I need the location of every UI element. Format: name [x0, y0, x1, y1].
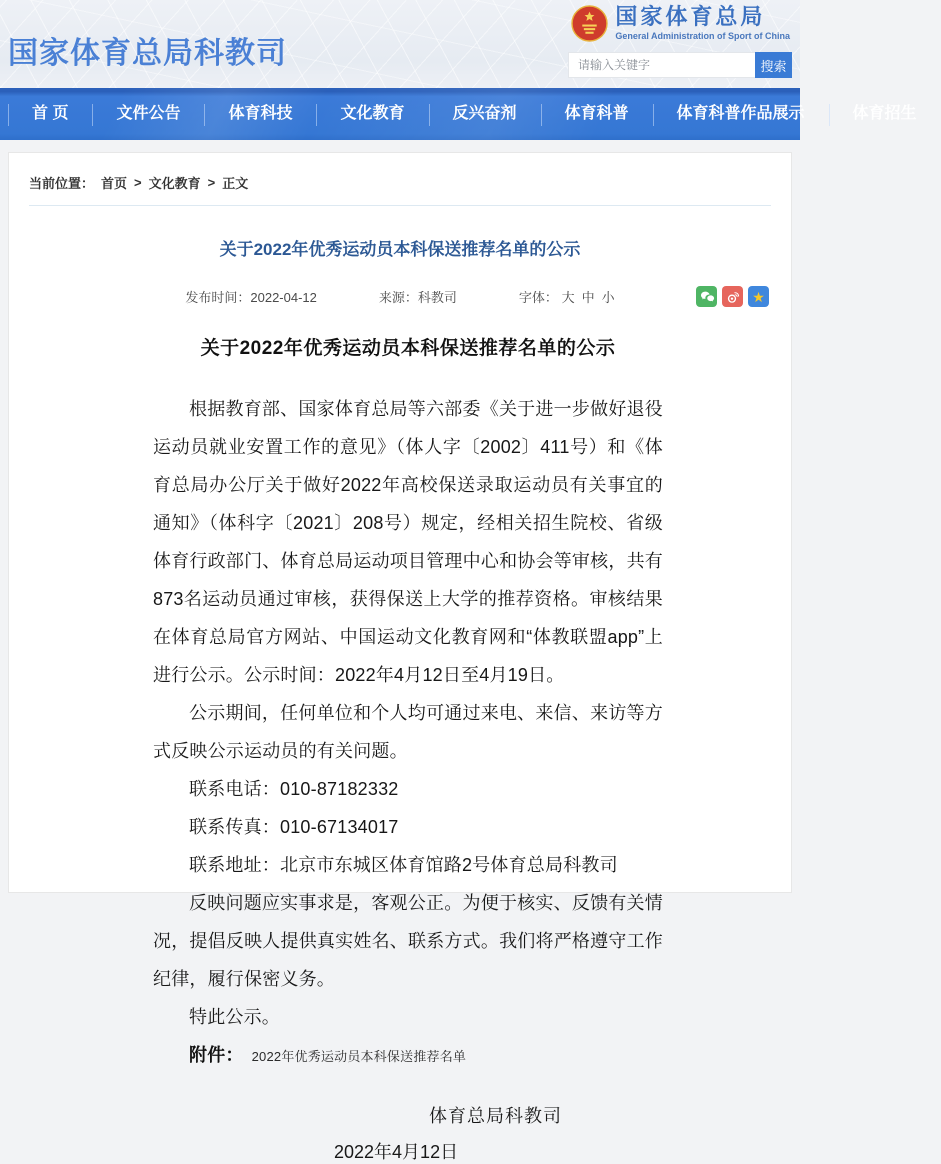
search-input[interactable]	[568, 52, 755, 78]
contact-address: 联系地址：北京市东城区体育馆路2号体育总局科教司	[189, 855, 618, 875]
contact-fax: 联系传真：010-67134017	[189, 817, 399, 837]
font-size-large[interactable]: 大	[561, 290, 575, 305]
signature-date: 2022年4月12日	[334, 1142, 459, 1162]
wechat-share-icon[interactable]	[696, 286, 717, 307]
breadcrumb-home[interactable]: 首页	[101, 176, 128, 191]
article-paragraph: 公示期间，任何单位和个人均可通过来电、来信、来访等方式反映公示运动员的有关问题。	[153, 703, 663, 761]
site-header	[0, 0, 800, 88]
nav-item-sports-science[interactable]: 体育科技	[204, 90, 316, 138]
nav-item-home[interactable]: 首 页	[8, 90, 92, 138]
font-size-small[interactable]: 小	[601, 290, 615, 305]
nav-item-announcements[interactable]: 文件公告	[92, 90, 204, 138]
search-button[interactable]: 搜索	[755, 52, 792, 78]
article-meta	[9, 287, 791, 309]
font-size-switcher	[519, 287, 615, 306]
nav-item-sports-popularization[interactable]: 体育科普	[541, 90, 653, 138]
main-nav	[0, 88, 917, 140]
nav-item-culture-education[interactable]: 文化教育	[316, 90, 428, 138]
org-logo-text	[615, 5, 790, 41]
breadcrumb-current: 正文	[222, 176, 249, 191]
publish-time-label: 发布时间：	[185, 290, 251, 305]
signature: 体育总局科教司	[429, 1106, 562, 1126]
contact-phone: 联系电话：010-87182332	[189, 779, 399, 799]
article-paragraph: 反映问题应实事求是，客观公正。为便于核实、反馈有关情况，提倡反映人提供真实姓名、联系方式。我们将严格遵守工作纪律，履行保密义务。	[153, 893, 663, 989]
breadcrumb-separator: >	[207, 175, 216, 190]
nav-item-anti-doping[interactable]: 反兴奋剂	[429, 90, 541, 138]
nav-item-popularization-works[interactable]: 体育科普作品展示	[653, 90, 829, 138]
article-paragraph: 特此公示。	[189, 1007, 280, 1027]
content-panel	[8, 152, 792, 1162]
breadcrumb-separator: >	[134, 175, 142, 190]
breadcrumb-divider	[29, 205, 771, 206]
article-body	[153, 333, 663, 1164]
org-name-cn: 国家体育总局	[615, 4, 766, 30]
source-value: 科教司	[417, 290, 457, 305]
breadcrumb-section[interactable]: 文化教育	[148, 176, 201, 191]
article-paragraph: 根据教育部、国家体育总局等六部委《关于进一步做好退役运动员就业安置工作的意见》（体人字〔2002〕411号）和《体育总局办公厅关于做好2022年高校保送录取运动员有关事宜的通知》（体科字〔2021〕208号）规定，经相关招生院校、省级体育行政部门、体育总局运动项目管理中心和协会等审核，共有873名运动员通过审核，获得保送上大学的推荐资格。审核结果在体育总局官方网站、中国运动文化教育网和“体教联盟app”上进行公示。公示时间：2022年4月12日至4月19日。	[153, 399, 663, 685]
attachment-row	[153, 1036, 663, 1076]
publish-time	[185, 287, 317, 306]
source	[379, 287, 457, 306]
breadcrumb	[9, 153, 791, 205]
org-name-en: General Administration of Sport of China	[615, 30, 790, 41]
attachment-link[interactable]: 2022年优秀运动员本科保送推荐名单	[251, 1049, 467, 1064]
breadcrumb-label: 当前位置：	[29, 176, 95, 191]
font-size-label: 字体：	[518, 290, 558, 305]
source-label: 来源：	[378, 290, 418, 305]
site-title: 国家体育总局科教司	[8, 37, 287, 70]
national-emblem-icon	[571, 5, 608, 42]
article-heading: 关于2022年优秀运动员本科保送推荐名单的公示	[200, 338, 616, 359]
font-size-medium[interactable]: 中	[581, 290, 595, 305]
org-logo[interactable]	[571, 5, 790, 42]
favorite-star-icon[interactable]: ★	[748, 286, 769, 307]
share-toolbar	[696, 286, 769, 307]
search-bar	[568, 52, 792, 78]
weibo-share-icon[interactable]	[722, 286, 743, 307]
publish-time-value: 2022-04-12	[250, 290, 317, 305]
article-title-link[interactable]: 关于2022年优秀运动员本科保送推荐名单的公示	[219, 240, 581, 259]
attachment-label: 附件：	[189, 1045, 244, 1065]
nav-item-sports-admissions[interactable]: 体育招生	[829, 90, 941, 138]
